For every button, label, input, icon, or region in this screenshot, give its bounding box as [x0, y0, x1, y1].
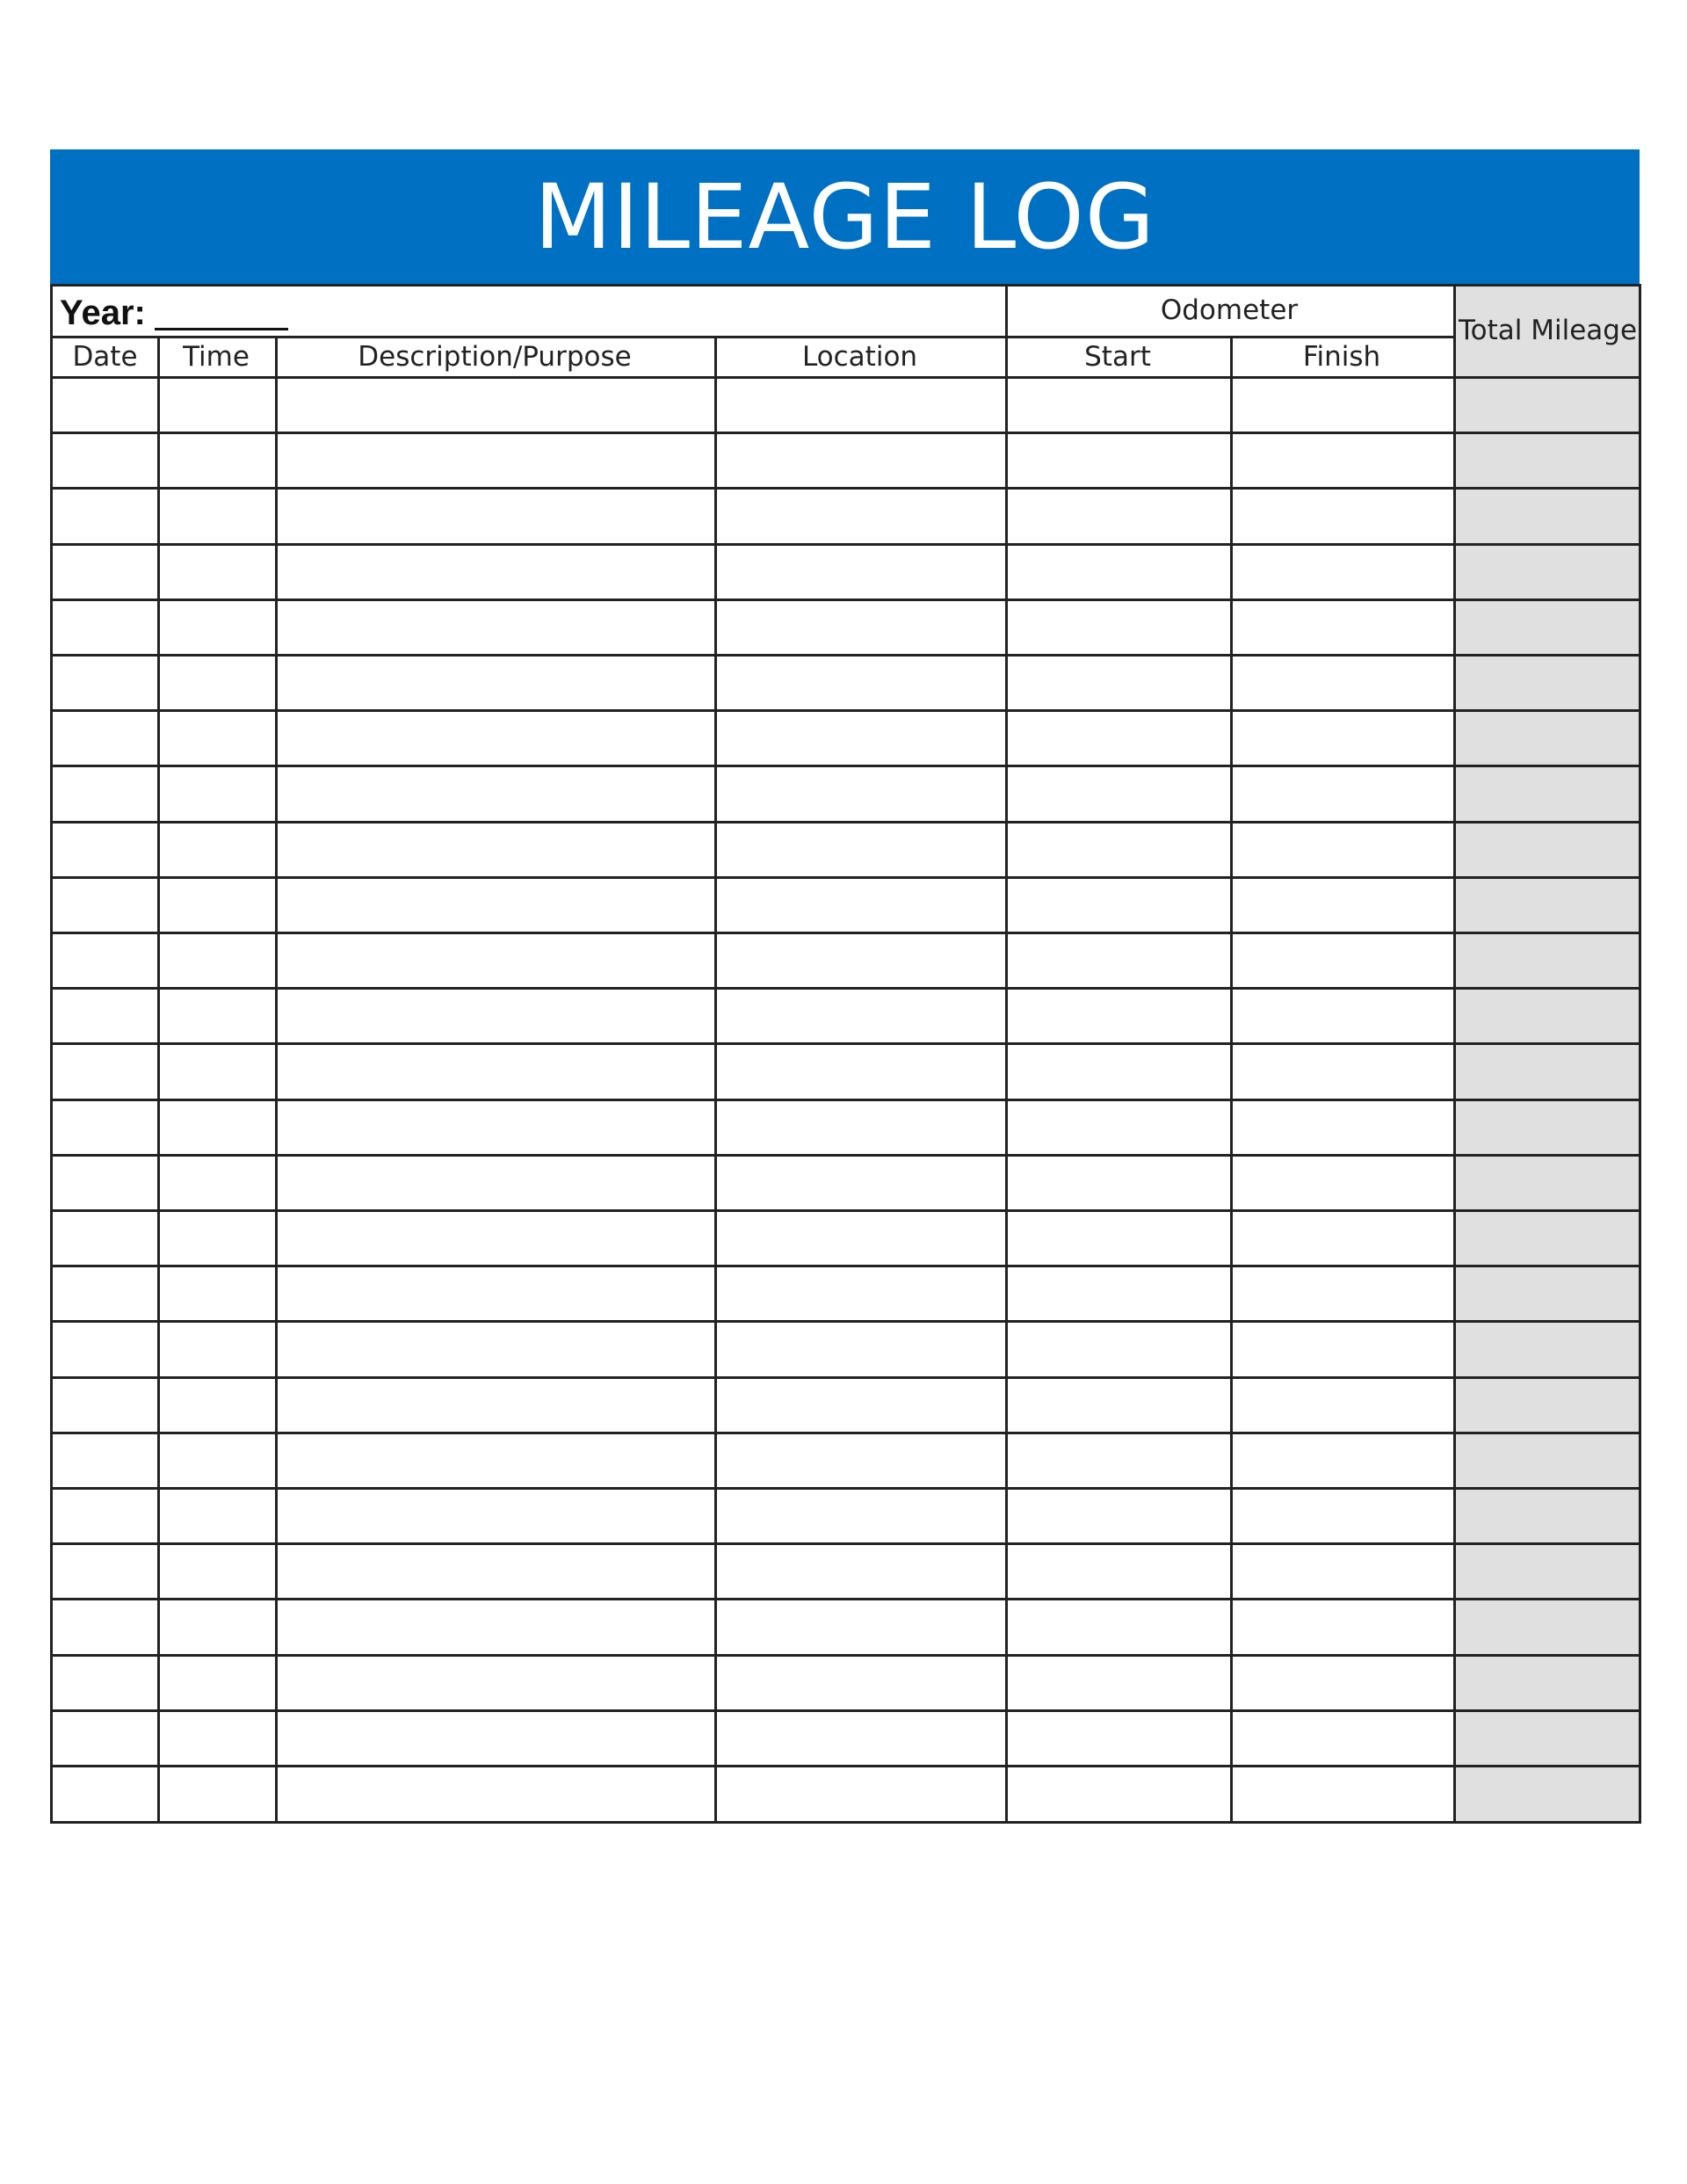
row-line [53, 599, 1639, 601]
log-cell[interactable] [157, 1490, 275, 1542]
log-cell[interactable] [1453, 1212, 1639, 1265]
log-cell[interactable] [53, 379, 157, 432]
log-cell[interactable] [275, 1434, 714, 1487]
log-cell[interactable] [53, 1712, 157, 1765]
log-cell[interactable] [1005, 434, 1230, 487]
log-cell[interactable] [157, 379, 275, 432]
log-cell[interactable] [275, 879, 714, 932]
row-line [53, 1765, 1639, 1767]
log-cell[interactable] [157, 657, 275, 709]
row-line [53, 1154, 1639, 1157]
log-cell[interactable] [1005, 1323, 1230, 1375]
row-line [53, 876, 1639, 879]
log-cell[interactable] [1005, 490, 1230, 542]
log-cell[interactable] [1453, 1657, 1639, 1709]
header-odometer: Odometer [1160, 294, 1299, 326]
log-cell[interactable] [53, 879, 157, 932]
log-cell[interactable] [714, 1434, 1005, 1487]
log-cell[interactable] [53, 1379, 157, 1432]
log-cell[interactable] [714, 990, 1005, 1042]
log-cell[interactable] [1453, 712, 1639, 765]
row-line [53, 709, 1639, 712]
log-cell[interactable] [1005, 1767, 1230, 1820]
log-cell[interactable] [1453, 767, 1639, 820]
log-cell[interactable] [1005, 1434, 1230, 1487]
log-cell[interactable] [1453, 934, 1639, 987]
log-cell[interactable] [714, 1657, 1005, 1709]
log-cell[interactable] [714, 546, 1005, 599]
odometer-left-line [1005, 284, 1008, 338]
log-cell[interactable] [1230, 1101, 1453, 1154]
log-cell[interactable] [1230, 879, 1453, 932]
log-cell[interactable] [53, 712, 157, 765]
header-odometer-start: Start [1084, 341, 1151, 373]
log-cell[interactable] [1453, 1490, 1639, 1542]
log-cell[interactable] [275, 1545, 714, 1598]
log-cell[interactable] [1230, 767, 1453, 820]
log-cell[interactable] [275, 490, 714, 542]
row-line [53, 1209, 1639, 1212]
log-cell[interactable] [1005, 990, 1230, 1042]
log-cell[interactable] [1453, 1600, 1639, 1653]
log-cell[interactable] [1230, 490, 1453, 542]
log-cell[interactable] [157, 1212, 275, 1265]
log-cell[interactable] [157, 1045, 275, 1098]
log-cell[interactable] [53, 824, 157, 876]
log-cell[interactable] [275, 1379, 714, 1432]
log-cell[interactable] [714, 434, 1005, 487]
log-cell[interactable] [1453, 490, 1639, 542]
log-cell[interactable] [275, 1267, 714, 1320]
log-cell[interactable] [53, 1434, 157, 1487]
log-cell[interactable] [714, 1212, 1005, 1265]
row-line [53, 932, 1639, 934]
log-cell[interactable] [1230, 1267, 1453, 1320]
log-cell[interactable] [53, 934, 157, 987]
log-cell[interactable] [53, 490, 157, 542]
log-cell[interactable] [1230, 1545, 1453, 1598]
log-cell[interactable] [53, 1101, 157, 1154]
header-description-purpose: Description/Purpose [358, 341, 632, 373]
mileage-log-table [50, 284, 1641, 1824]
log-cell[interactable] [53, 1657, 157, 1709]
log-cell[interactable] [714, 1045, 1005, 1098]
log-cell[interactable] [1230, 1212, 1453, 1265]
log-cell[interactable] [1230, 824, 1453, 876]
header-date: Date [72, 341, 138, 373]
log-cell[interactable] [714, 879, 1005, 932]
header-time: Time [183, 341, 250, 373]
log-cell[interactable] [714, 1712, 1005, 1765]
log-cell[interactable] [714, 1379, 1005, 1432]
log-cell[interactable] [714, 1323, 1005, 1375]
log-cell[interactable] [1005, 879, 1230, 932]
page-title: MILEAGE LOG [50, 149, 1640, 286]
row-line [53, 1042, 1639, 1045]
log-cell[interactable] [1230, 1657, 1453, 1709]
log-cell[interactable] [157, 601, 275, 654]
log-cell[interactable] [157, 546, 275, 599]
row-line [53, 487, 1639, 490]
log-cell[interactable] [1005, 934, 1230, 987]
row-line [53, 1709, 1639, 1712]
log-cell[interactable] [1230, 934, 1453, 987]
log-cell[interactable] [1453, 601, 1639, 654]
row-line [53, 1598, 1639, 1600]
row-line [53, 1654, 1639, 1657]
log-cell[interactable] [1230, 1712, 1453, 1765]
log-cell[interactable] [157, 490, 275, 542]
log-cell[interactable] [714, 934, 1005, 987]
log-cell[interactable] [1453, 1267, 1639, 1320]
log-cell[interactable] [275, 1712, 714, 1765]
log-cell[interactable] [53, 546, 157, 599]
log-cell[interactable] [1230, 1157, 1453, 1209]
log-cell[interactable] [1453, 1101, 1639, 1154]
log-cell[interactable] [1005, 1712, 1230, 1765]
row-line [53, 432, 1639, 434]
log-cell[interactable] [1230, 434, 1453, 487]
log-cell[interactable] [157, 1657, 275, 1709]
log-cell[interactable] [275, 767, 714, 820]
log-cell[interactable] [157, 1600, 275, 1653]
log-cell[interactable] [1453, 1379, 1639, 1432]
log-cell[interactable] [53, 657, 157, 709]
log-cell[interactable] [53, 1267, 157, 1320]
log-cell[interactable] [1230, 1045, 1453, 1098]
log-cell[interactable] [1005, 712, 1230, 765]
log-cell[interactable] [714, 601, 1005, 654]
row-line [53, 1265, 1639, 1267]
log-cell[interactable] [275, 1157, 714, 1209]
log-cell[interactable] [157, 712, 275, 765]
log-cell[interactable] [1453, 657, 1639, 709]
log-cell[interactable] [1453, 1434, 1639, 1487]
header-divider-line [53, 336, 1453, 338]
log-cell[interactable] [1230, 1379, 1453, 1432]
log-cell[interactable] [275, 990, 714, 1042]
log-cell[interactable] [1453, 434, 1639, 487]
log-cell[interactable] [1453, 1157, 1639, 1209]
log-cell[interactable] [714, 1157, 1005, 1209]
log-cell[interactable] [275, 712, 714, 765]
year-blank-line[interactable] [155, 296, 288, 330]
log-cell[interactable] [1005, 1157, 1230, 1209]
log-cell[interactable] [1005, 824, 1230, 876]
log-cell[interactable] [275, 1490, 714, 1542]
log-cell[interactable] [53, 1490, 157, 1542]
log-cell[interactable] [275, 379, 714, 432]
log-cell[interactable] [275, 657, 714, 709]
log-cell[interactable] [275, 1600, 714, 1653]
log-cell[interactable] [1005, 546, 1230, 599]
log-cell[interactable] [157, 1379, 275, 1432]
log-cell[interactable] [1230, 712, 1453, 765]
log-cell[interactable] [53, 434, 157, 487]
log-cell[interactable] [1453, 379, 1639, 432]
log-cell[interactable] [275, 546, 714, 599]
log-cell[interactable] [157, 990, 275, 1042]
log-cell[interactable] [157, 824, 275, 876]
log-cell[interactable] [157, 1712, 275, 1765]
header-bottom-line [53, 376, 1639, 379]
log-cell[interactable] [1005, 1379, 1230, 1432]
log-cell[interactable] [275, 1045, 714, 1098]
log-cell[interactable] [53, 601, 157, 654]
log-cell[interactable] [275, 824, 714, 876]
row-line [53, 1320, 1639, 1323]
header-total-mileage: Total Mileage [1459, 314, 1638, 346]
log-cell[interactable] [1453, 546, 1639, 599]
log-cell[interactable] [1230, 1323, 1453, 1375]
log-cell[interactable] [714, 1767, 1005, 1820]
top-border-line [53, 284, 1639, 287]
log-cell[interactable] [1230, 1767, 1453, 1820]
log-cell[interactable] [714, 1600, 1005, 1653]
row-line [53, 654, 1639, 657]
row-line [53, 765, 1639, 767]
log-cell[interactable] [1230, 1600, 1453, 1653]
log-cell[interactable] [714, 1267, 1005, 1320]
row-line [53, 1432, 1639, 1434]
log-cell[interactable] [53, 1545, 157, 1598]
log-cell[interactable] [275, 1101, 714, 1154]
log-cell[interactable] [1230, 657, 1453, 709]
log-cell[interactable] [714, 657, 1005, 709]
log-cell[interactable] [1453, 1712, 1639, 1765]
log-cell[interactable] [53, 1212, 157, 1265]
log-cell[interactable] [157, 434, 275, 487]
log-cell[interactable] [1453, 879, 1639, 932]
log-cell[interactable] [157, 1434, 275, 1487]
log-cell[interactable] [714, 824, 1005, 876]
log-cell[interactable] [714, 1101, 1005, 1154]
log-cell[interactable] [1230, 379, 1453, 432]
log-cell[interactable] [157, 934, 275, 987]
log-cell[interactable] [275, 1323, 714, 1375]
row-line [53, 987, 1639, 990]
log-cell[interactable] [1005, 1045, 1230, 1098]
log-cell[interactable] [714, 379, 1005, 432]
log-cell[interactable] [714, 767, 1005, 820]
log-cell[interactable] [714, 1490, 1005, 1542]
log-cell[interactable] [1005, 1545, 1230, 1598]
log-cell[interactable] [1230, 1490, 1453, 1542]
log-cell[interactable] [1453, 1323, 1639, 1375]
row-line [53, 1099, 1639, 1101]
log-cell[interactable] [53, 767, 157, 820]
row-line [53, 821, 1639, 824]
log-cell[interactable] [157, 1157, 275, 1209]
log-cell[interactable] [1005, 601, 1230, 654]
log-cell[interactable] [1005, 1490, 1230, 1542]
log-cell[interactable] [1005, 1101, 1230, 1154]
log-cell[interactable] [1230, 546, 1453, 599]
row-line [53, 1542, 1639, 1545]
log-cell[interactable] [275, 434, 714, 487]
log-cell[interactable] [275, 1767, 714, 1820]
log-cell[interactable] [157, 1767, 275, 1820]
log-cell[interactable] [1230, 1434, 1453, 1487]
log-cell[interactable] [157, 1101, 275, 1154]
total-column-line [1453, 284, 1456, 1821]
log-cell[interactable] [1005, 1600, 1230, 1653]
log-cell[interactable] [275, 601, 714, 654]
log-cell[interactable] [1005, 767, 1230, 820]
log-cell[interactable] [275, 934, 714, 987]
header-location: Location [801, 341, 918, 373]
log-cell[interactable] [157, 1545, 275, 1598]
log-cell[interactable] [275, 1657, 714, 1709]
log-cell[interactable] [53, 1767, 157, 1820]
log-cell[interactable] [1005, 657, 1230, 709]
log-cell[interactable] [157, 1323, 275, 1375]
row-line [53, 1487, 1639, 1490]
log-cell[interactable] [1453, 1045, 1639, 1098]
log-cell[interactable] [157, 1267, 275, 1320]
log-cell[interactable] [714, 1545, 1005, 1598]
log-cell[interactable] [1005, 1657, 1230, 1709]
log-cell[interactable] [53, 1045, 157, 1098]
log-cell[interactable] [53, 1600, 157, 1653]
year-label: Year: [60, 293, 146, 332]
log-cell[interactable] [714, 712, 1005, 765]
log-cell[interactable] [1005, 1267, 1230, 1320]
log-cell[interactable] [1005, 1212, 1230, 1265]
log-cell[interactable] [1453, 1767, 1639, 1820]
log-cell[interactable] [1453, 990, 1639, 1042]
log-cell[interactable] [157, 879, 275, 932]
log-cell[interactable] [53, 1157, 157, 1209]
log-cell[interactable] [1230, 601, 1453, 654]
log-cell[interactable] [53, 1323, 157, 1375]
year-field[interactable] [60, 291, 288, 335]
row-line [53, 1376, 1639, 1379]
header-odometer-finish: Finish [1302, 341, 1381, 373]
log-cell[interactable] [275, 1212, 714, 1265]
row-line [53, 543, 1639, 546]
log-cell[interactable] [1453, 1545, 1639, 1598]
log-cell[interactable] [1230, 990, 1453, 1042]
log-cell[interactable] [53, 990, 157, 1042]
log-cell[interactable] [1453, 824, 1639, 876]
log-cell[interactable] [1005, 379, 1230, 432]
log-cell[interactable] [157, 767, 275, 820]
log-cell[interactable] [714, 490, 1005, 542]
